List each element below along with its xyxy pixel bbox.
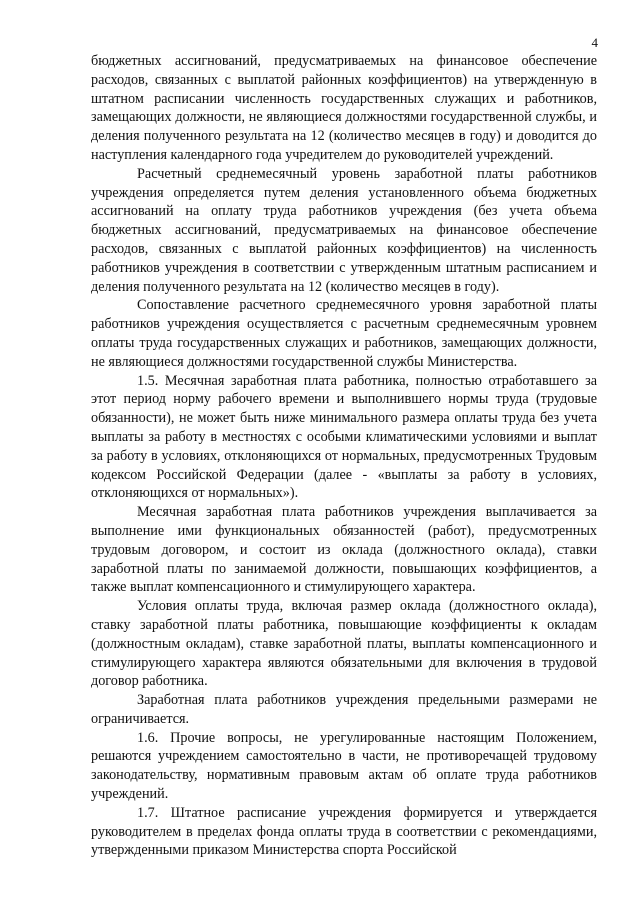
paragraph-continuation: бюджетных ассигнований, предусматриваемых на финансовое обеспечение расходов, связанных с выплатой районных коэффициентов) на утвержденную в штатном расписании численность государственных служащих и работников, замещающих должности, не являющиеся должностями государственной службы, и деления полученного результата на 12 (количество месяцев в году) и доводится до наступления календарного года учредителем до руководителей учреждений. bbox=[91, 53, 597, 163]
page-number: 4 bbox=[591, 35, 598, 50]
document-body bbox=[91, 52, 597, 860]
paragraph-section-1-6: 1.6. Прочие вопросы, не урегулированные настоящим Положением, решаются учреждением самостоятельно в части, не противоречащей трудовому законодательству, нормативным правовым актам об оплате труда работников учреждений. bbox=[91, 729, 597, 803]
paragraph-monthly-salary: Месячная заработная плата работников учреждения выплачивается за выполнение ими функциональных обязанностей (работ), предусмотренных трудовым договором, и состоит из оклада (должностного оклада), ставки заработной платы по занимаемой должности, повышающих коэффициентов, а также выплат компенсационного и стимулирующего характера. bbox=[91, 504, 597, 596]
paragraph-calculated-salary-level: Расчетный среднемесячный уровень заработной платы работников учреждения определяется путем деления установленного объема бюджетных ассигнований на оплату труда работников учреждения (без учета объема бюджетных ассигнований, предусматриваемых на финансовое обеспечение расходов, связанных с выплатой районных коэффициентов) на численность работников учреждения в соответствии с утвержденным штатным расписанием и деления полученного результата на 12 (количество месяцев в году). bbox=[91, 165, 597, 295]
paragraph-salary-limits: Заработная плата работников учреждения предельными размерами не ограничивается. bbox=[91, 692, 597, 727]
paragraph-section-1-7: 1.7. Штатное расписание учреждения формируется и утверждается руководителем в пределах фонда оплаты труда в соответствии с рекомендациями, утвержденными приказом Министерства спорта Российской bbox=[91, 804, 597, 859]
paragraph-section-1-5: 1.5. Месячная заработная плата работника, полностью отработавшего за этот период норму рабочего времени и выполнившего нормы труда (трудовые обязанности), не может быть ниже минимального размера оплаты труда без учета выплаты за работу в местностях с особыми климатическими условиями и выплат за работу в условиях, отклоняющихся от нормальных, предусмотренных Трудовым кодексом Российской Федерации (далее - «выплаты за работу в условиях, отклоняющихся от нормальных»). bbox=[91, 372, 597, 502]
paragraph-payment-conditions: Условия оплаты труда, включая размер оклада (должностного оклада), ставку заработной платы работника, повышающие коэффициенты к окладам (должностным окладам), ставке заработной платы, выплаты компенсационного и стимулирующего характера являются обязательными для включения в трудовой договор работника. bbox=[91, 598, 597, 690]
paragraph-salary-comparison: Сопоставление расчетного среднемесячного уровня заработной платы работников учреждения осуществляется с расчетным среднемесячным уровнем оплаты труда государственных служащих и работников, замещающих должности, не являющиеся должностями государственной службы Министерства. bbox=[91, 297, 597, 370]
